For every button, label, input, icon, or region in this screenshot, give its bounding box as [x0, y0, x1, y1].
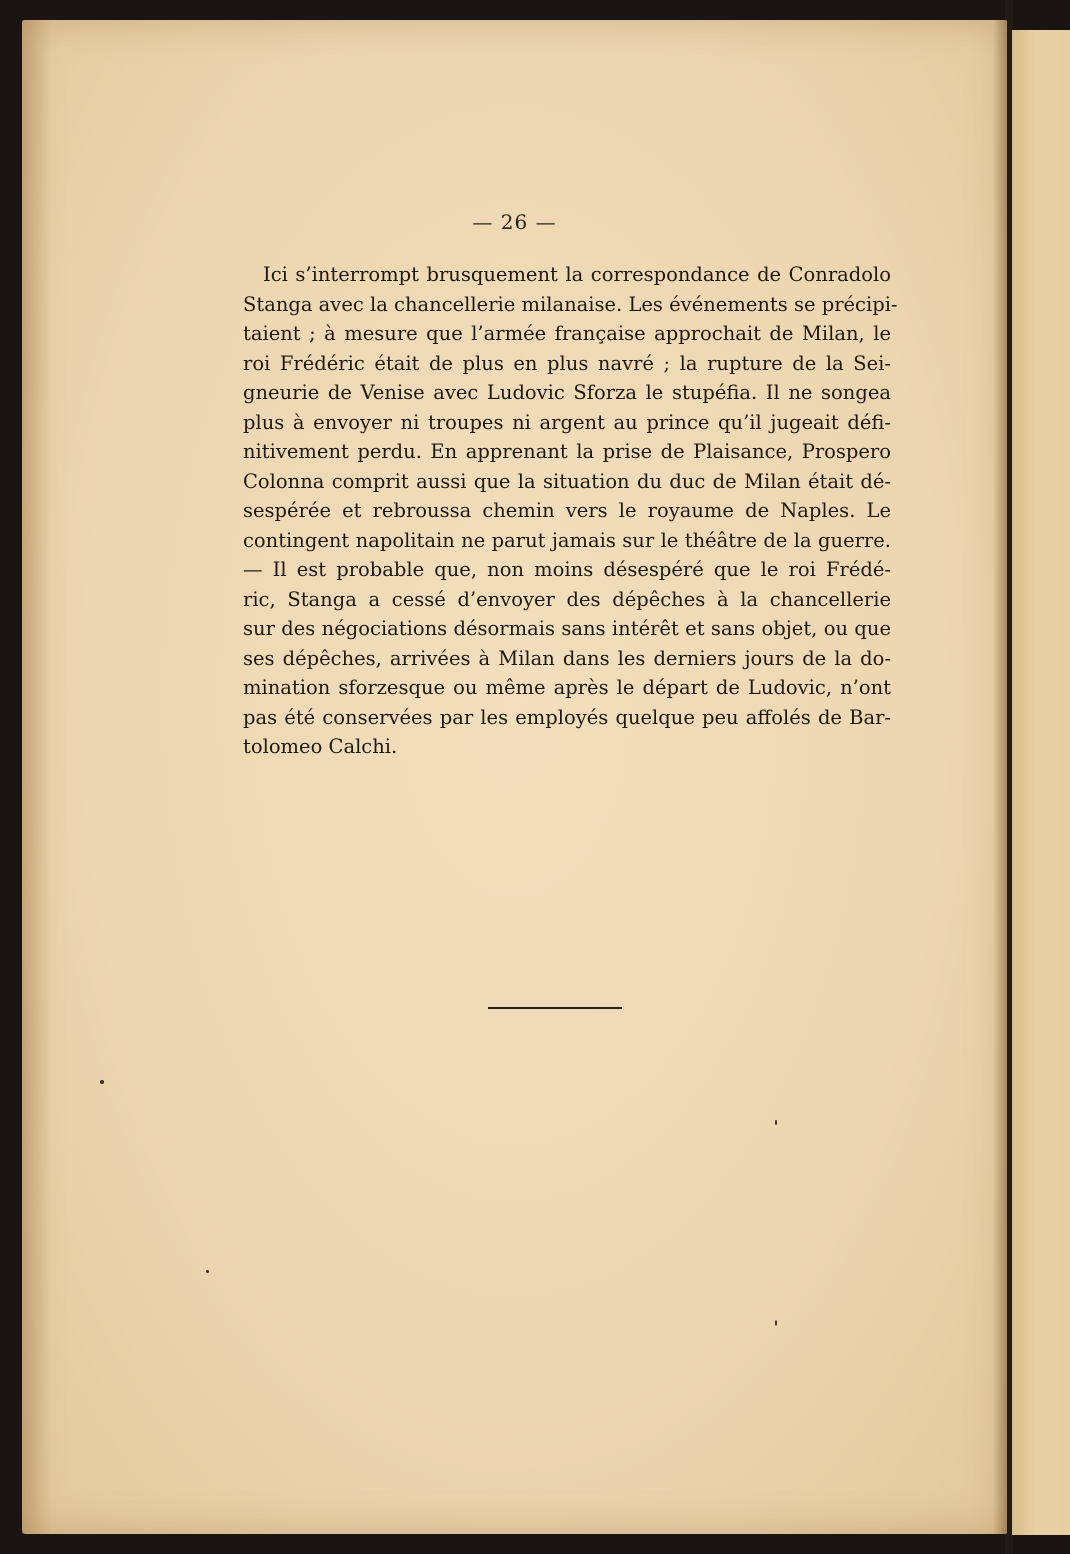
text-line: ric, Stanga a cessé d’envoyer des dépêches à la chancellerie [243, 587, 891, 611]
paper-speck [775, 1320, 777, 1326]
page-number: — 26 — [472, 210, 557, 234]
text-line: sur des négociations désormais sans intérêt et sans objet, ou que [243, 617, 891, 640]
text-line: Stanga avec la chancellerie milanaise. Les événements se précipi- [243, 292, 898, 316]
paper-speck [206, 1270, 209, 1273]
text-line: mination sforzesque ou même après le départ de Ludovic, n’ont [243, 676, 891, 699]
adjacent-page-edge [1012, 30, 1070, 1535]
text-line: gneurie de Venise avec Ludovic Sforza le stupéfia. Il ne songea [243, 381, 891, 404]
text-line: plus à envoyer ni troupes ni argent au prince qu’il jugeait défi- [243, 410, 891, 434]
text-line: contingent napolitain ne parut jamais sur le théâtre de la guerre. [243, 528, 891, 552]
text-line: ses dépêches, arrivées à Milan dans les derniers jours de la do- [243, 646, 891, 670]
paragraph [243, 260, 898, 762]
text-line: roi Frédéric était de plus en plus navré ; la rupture de la Sei- [243, 351, 891, 375]
text-line: Colonna comprit aussi que la situation du duc de Milan était dé- [243, 469, 891, 493]
paper-speck [775, 1120, 777, 1125]
closing-rule [488, 1007, 622, 1009]
text-line: sespérée et rebroussa chemin vers le royaume de Naples. Le [243, 499, 891, 522]
text-line: taient ; à mesure que l’armée française approchait de Milan, le [243, 322, 891, 345]
text-line: — Il est probable que, non moins désespéré que le roi Frédé- [243, 558, 891, 581]
paper-speck [100, 1080, 104, 1084]
book-page [22, 20, 1007, 1534]
text-line: pas été conservées par les employés quelque peu affolés de Bar- [243, 705, 891, 729]
text-line: nitivement perdu. En apprenant la prise de Plaisance, Prospero [243, 440, 891, 463]
text-line: Ici s’interrompt brusquement la correspondance de Conradolo [263, 263, 891, 286]
text-line: tolomeo Calchi. [243, 735, 398, 758]
